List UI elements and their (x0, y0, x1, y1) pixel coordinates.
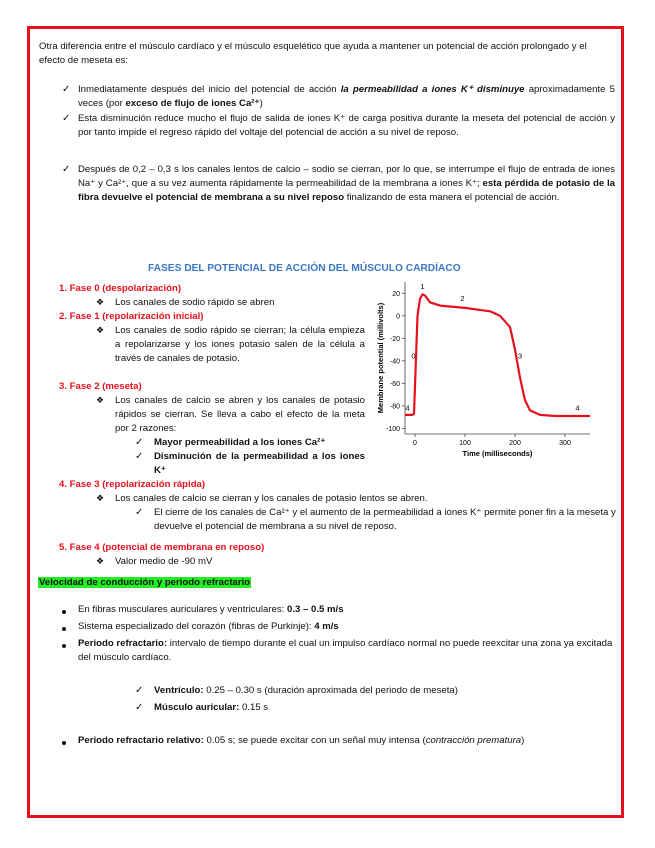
phase-4-title: 5. Fase 4 (potencial de membrana en reposo) (59, 542, 265, 553)
refractory-check-1: Ventrículo: 0.25 – 0.30 s (duración aproximada del periodo de meseta) (154, 685, 458, 696)
y-tick-label: -100 (385, 425, 400, 433)
check-icon: ✓ (62, 113, 71, 124)
check-icon: ✓ (135, 451, 144, 462)
check-icon: ✓ (135, 437, 144, 448)
check-item-2: Esta disminución reduce mucho el flujo de salida de iones K⁺ de carga positiva durante la meseta del potencial de acción y por tanto impide el regreso rápido del voltaje del potencial de acción a su nivel de reposo. (78, 113, 615, 138)
y-tick-label: 20 (392, 290, 400, 298)
bullet-item-3: Periodo refractario: intervalo de tiempo durante el cual un impulso cardíaco normal no puede reexcitar una zona ya excitada del músculo cardíaco. (78, 638, 613, 663)
x-tick-label: 300 (559, 440, 571, 447)
phase-annotation: 3 (517, 351, 523, 361)
phase-3-item: Los canales de calcio se cierran y los canales de potasio lentos se abren. (115, 493, 428, 504)
bullet-icon (62, 741, 66, 745)
x-tick-label: 0 (413, 440, 417, 447)
check-item-3: Después de 0,2 – 0,3 s los canales lentos de calcio – sodio se cierran, por lo que, se interrumpe el flujo de entrada de iones Na⁺ y Ca²⁺, que a su vez aumenta rápidamente la permeabilidad de la membrana a iones K⁺; esta pérdida de potasio de la fibra devuelve el potencial de membrana a su nivel reposo finalizando de esta manera el potencial de acción. (78, 164, 615, 203)
check-item-1: Inmediatamente después del inicio del potencial de acción la permeabilidad a iones K⁺ disminuye aproximadamente 5 veces (por exceso de flujo de iones Ca²⁺) (78, 84, 615, 109)
phase-annotation: 4 (405, 403, 410, 413)
section-title: FASES DEL POTENCIAL DE ACCIÓN DEL MÚSCULO CARDÍACO (148, 263, 461, 274)
bullet-item-2: Sistema especializado del corazón (fibras de Purkinje): 4 m/s (78, 621, 339, 632)
refractory-check-2: Músculo auricular: 0.15 s (154, 702, 269, 713)
bullet-item-1: En fibras musculares auriculares y ventriculares: 0.3 – 0.5 m/s (78, 604, 344, 615)
phase-2-check-2: Disminución de la permeabilidad a los iones K⁺ (154, 451, 365, 476)
y-tick-label: -20 (389, 335, 400, 343)
y-tick-label: 0 (396, 313, 400, 321)
phase-3-title: 4. Fase 3 (repolarización rápida) (59, 479, 206, 490)
check-icon: ✓ (135, 702, 144, 713)
bullet-icon (62, 610, 66, 614)
phase-3-check-1: El cierre de los canales de Ca²⁺ y el aumento de la permeabilidad a iones K⁺ permite poner fin a la meseta y devuelve el potencial de membrana a su nivel de reposo. (154, 507, 616, 532)
check-icon: ✓ (135, 685, 144, 696)
phase-annotation: 0 (411, 351, 416, 361)
x-tick-label: 100 (459, 440, 471, 447)
diamond-icon: ❖ (96, 297, 105, 307)
phase-1-item: Los canales de sodio rápido se cierran; la célula empieza a repolarizarse y los iones potasio salen de la célula a través de canales de potasio. (115, 325, 365, 364)
phase-0-title: 1. Fase 0 (despolarización) (59, 283, 182, 294)
action-potential-chart (375, 276, 605, 466)
check-icon: ✓ (62, 84, 71, 95)
relative-refractory-item: Periodo refractario relativo: 0.05 s; se puede excitar con un señal muy intensa (contracción prematura) (78, 735, 525, 746)
velocity-section-title: Velocidad de conducción y periodo refractario (39, 577, 251, 588)
diamond-icon: ❖ (96, 556, 105, 566)
phase-0-item: Los canales de sodio rápido se abren (115, 297, 275, 308)
x-tick-label: 200 (509, 440, 521, 447)
phase-2-item: Los canales de calcio se abren y los canales de potasio rápidos se cierran. Se lleva a cabo el efecto de la meta por 2 razones: (115, 395, 365, 434)
y-tick-label: -60 (389, 380, 400, 388)
intro-paragraph: Otra diferencia entre el músculo cardíaco y el músculo esquelético que ayuda a mantener un potencial de acción prolongado y el efecto de meseta es: (39, 41, 587, 66)
diamond-icon: ❖ (96, 325, 105, 335)
phase-annotation: 1 (420, 281, 425, 291)
y-axis-label: Membrane potential (millivolts) (376, 302, 385, 414)
x-axis-label: Time (milliseconds) (462, 449, 533, 458)
bullet-icon (62, 644, 66, 648)
check-icon: ✓ (62, 164, 71, 175)
check-icon: ✓ (135, 507, 144, 518)
phase-annotation: 4 (575, 403, 580, 413)
y-tick-label: -40 (389, 358, 400, 366)
series-line-action-potential (405, 294, 590, 416)
bullet-icon (62, 627, 66, 631)
diamond-icon: ❖ (96, 493, 105, 503)
y-tick-label: -80 (389, 403, 400, 411)
phase-2-title: 3. Fase 2 (meseta) (59, 381, 142, 392)
phase-annotation: 2 (460, 294, 465, 304)
phase-1-title: 2. Fase 1 (repolarización inicial) (59, 311, 204, 322)
diamond-icon: ❖ (96, 395, 105, 405)
phase-4-item: Valor medio de -90 mV (115, 556, 213, 567)
phase-2-check-1: Mayor permeabilidad a los iones Ca²⁺ (154, 437, 326, 448)
